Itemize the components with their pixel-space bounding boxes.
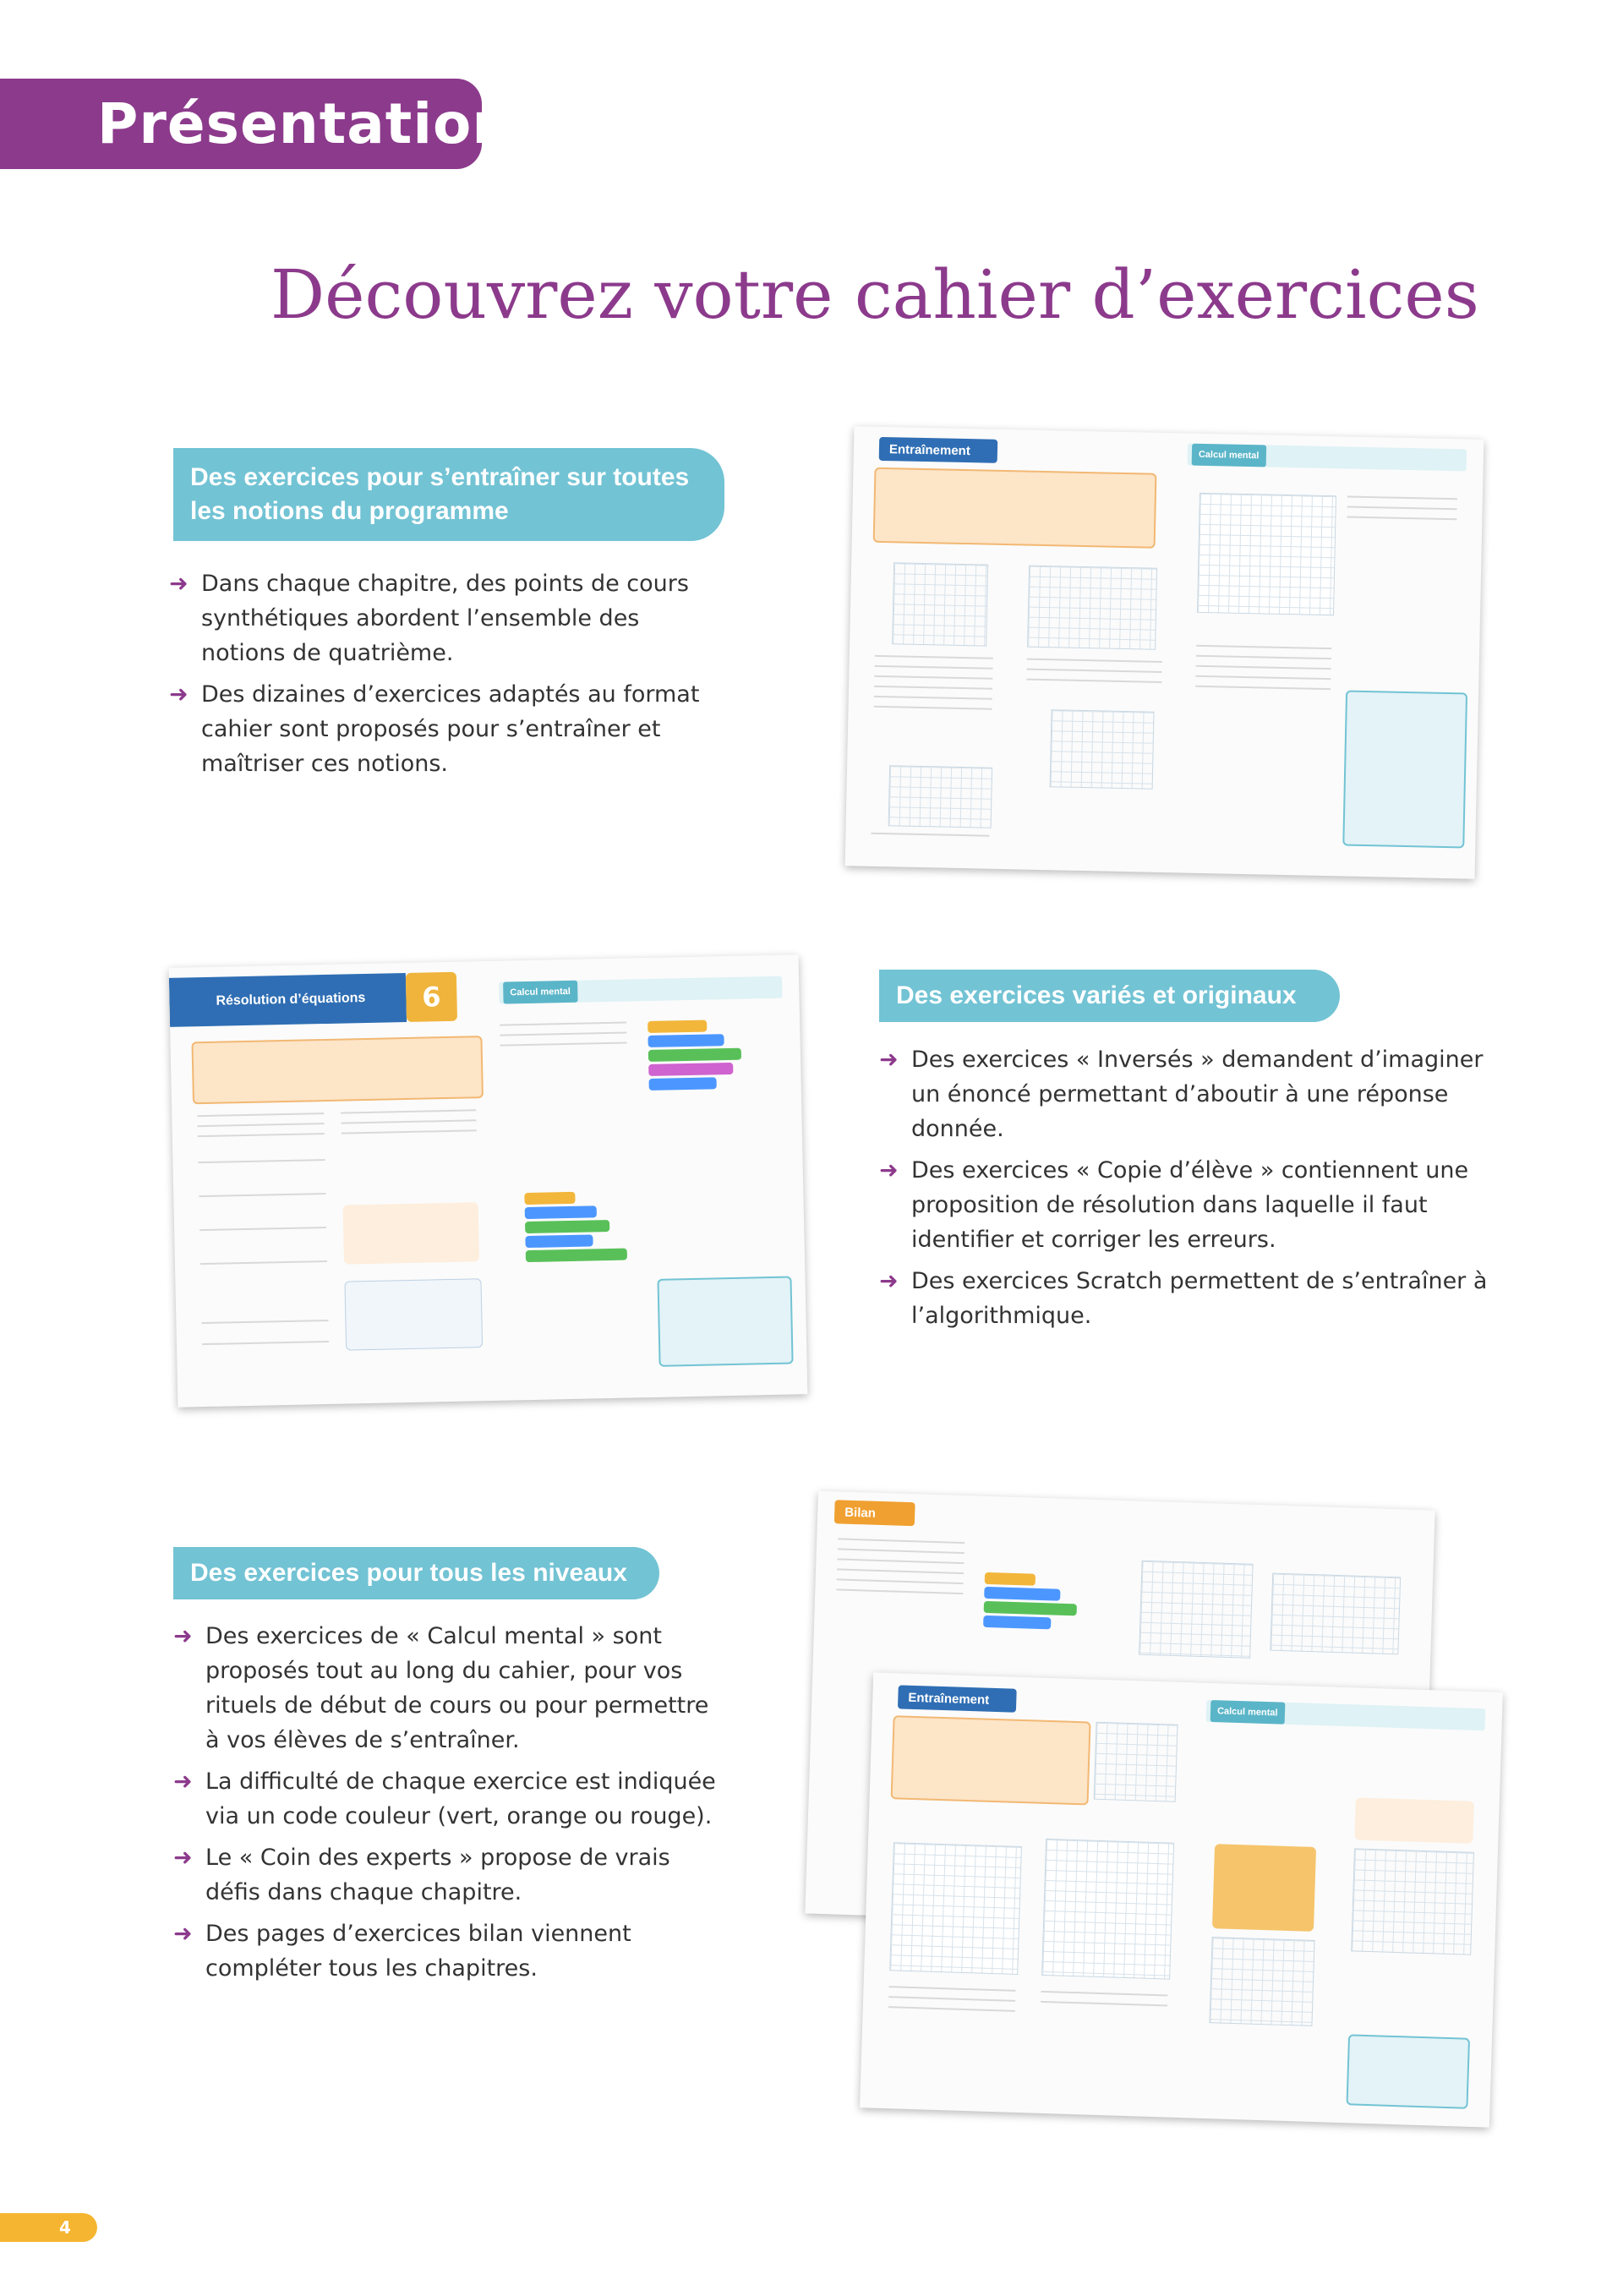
list-item: ➜ Des dizaines d’exercices adaptés au format cahier sont proposés pour s’entraîner et maîtriser ces notions. (169, 677, 710, 781)
scratch-block (524, 1192, 575, 1205)
entrainement-header: Entraînement (879, 437, 998, 463)
arrow-icon: ➜ (173, 1623, 193, 1649)
text-line (199, 1227, 326, 1231)
exercise-grid (1209, 1937, 1314, 2026)
equation-table (343, 1202, 479, 1264)
text-line (1027, 659, 1162, 663)
heading-line: Des exercices pour tous les niveaux (190, 1559, 627, 1588)
calcul-mental-label: Calcul mental (1192, 444, 1266, 467)
scratch-block (525, 1205, 597, 1219)
heading-line: Des exercices pour s’entraîner sur toutes (190, 463, 690, 492)
lesson-box (891, 1715, 1091, 1805)
bullet-list-training (169, 566, 710, 788)
section-heading-training (173, 448, 724, 541)
list-item: ➜ Des exercices Scratch permettent de s’entraîner à l’algorithmique. (879, 1264, 1505, 1333)
list-item: ➜ La difficulté de chaque exercice est indiquée via un code couleur (vert, orange ou rouge). (173, 1764, 723, 1834)
text-line (201, 1320, 328, 1324)
text-line (874, 686, 992, 690)
text-line (198, 1123, 325, 1127)
arrow-icon: ➜ (173, 1768, 193, 1795)
text-line (1347, 506, 1457, 510)
heading-line: les notions du programme (190, 497, 509, 525)
text-line (837, 1558, 964, 1564)
arrow-icon: ➜ (173, 1845, 193, 1871)
exercise-grid (1050, 709, 1155, 790)
text-line (1195, 686, 1331, 690)
data-table (1354, 1797, 1474, 1843)
text-line (888, 2006, 1015, 2012)
bullet-list-varied (879, 1042, 1505, 1340)
chapter-header: Résolution d’équations (169, 973, 407, 1027)
scratch-block (525, 1234, 593, 1248)
text-line (1027, 669, 1162, 673)
text-line (1041, 2001, 1167, 2007)
scratch-block (525, 1220, 609, 1233)
exercise-grid (892, 562, 988, 646)
text-line (838, 1548, 965, 1554)
exercise-grid (1139, 1561, 1253, 1659)
page-title: Découvrez votre cahier d’exercices (270, 255, 1479, 334)
scratch-block (526, 1249, 627, 1263)
text-line (837, 1578, 964, 1584)
section-heading-varied (879, 970, 1340, 1022)
exercise-grid (889, 1842, 1022, 1975)
text-line (200, 1260, 327, 1265)
text-line (875, 655, 993, 659)
scratch-block (648, 1048, 741, 1062)
arrow-icon: ➜ (879, 1157, 899, 1184)
experts-box (657, 1276, 793, 1367)
section-tab: Présentation (0, 79, 482, 169)
text-line (889, 1986, 1016, 1992)
section-heading-levels (173, 1547, 659, 1599)
scratch-block (984, 1587, 1060, 1601)
heading-line: Des exercices variés et originaux (896, 981, 1297, 1010)
text-line (1026, 679, 1161, 683)
bullet-list-levels (173, 1619, 723, 1993)
arrow-icon: ➜ (879, 1268, 899, 1294)
scratch-block (648, 1063, 733, 1076)
scratch-block (985, 1572, 1036, 1586)
text-line (202, 1341, 329, 1345)
lesson-box (873, 467, 1157, 549)
text-line (1041, 1991, 1167, 1997)
experts-box (1346, 2034, 1470, 2108)
arrow-icon: ➜ (169, 571, 189, 597)
text-line (342, 1129, 477, 1134)
data-table (1212, 1844, 1316, 1932)
scratch-block (984, 1601, 1077, 1615)
list-item: ➜ Des exercices « Copie d’élève » contiennent une proposition de résolution dans laquelle il faut identifier et corriger les erreurs. (879, 1153, 1505, 1257)
exercise-grid (888, 765, 992, 828)
text-line (500, 1042, 627, 1047)
text-line (342, 1119, 477, 1123)
copie-eleve-box (344, 1278, 483, 1350)
thumbnail-equations-page (169, 954, 808, 1407)
list-item: ➜ Des exercices de « Calcul mental » sont proposés tout au long du cahier, pour vos rituels de début de cours ou pour permettre à vos élèves de s’entraîner. (173, 1619, 723, 1758)
list-item: ➜ Le « Coin des experts » propose de vrais défis dans chaque chapitre. (173, 1840, 723, 1910)
text-line (197, 1112, 324, 1117)
text-line (341, 1109, 476, 1113)
proportionality-graph (1094, 1722, 1178, 1802)
text-line (500, 1022, 626, 1026)
exercise-grid (1041, 1839, 1174, 1980)
arrow-icon: ➜ (169, 681, 189, 708)
text-line (888, 1996, 1015, 2002)
text-line (198, 1159, 325, 1163)
text-line (1347, 516, 1456, 520)
list-item: ➜ Des exercices « Inversés » demandent d’imaginer un énoncé permettant d’aboutir à une réponse donnée. (879, 1042, 1505, 1146)
calcul-mental-label: Calcul mental (503, 981, 577, 1004)
text-line (199, 1193, 325, 1197)
text-line (874, 706, 992, 710)
experts-box (1342, 691, 1467, 849)
thumbnail-entrainement-page-2 (860, 1672, 1503, 2127)
chapter-number-badge: 6 (406, 972, 457, 1022)
scratch-block (648, 1020, 707, 1033)
text-line (836, 1588, 963, 1594)
text-line (1196, 645, 1331, 649)
arrow-icon: ➜ (173, 1921, 193, 1947)
list-item: ➜ Dans chaque chapitre, des points de cours synthétiques abordent l’ensemble des notions de quatrième. (169, 566, 710, 670)
lesson-box (191, 1036, 483, 1104)
text-line (871, 833, 989, 837)
text-line (874, 696, 992, 700)
scratch-block (983, 1615, 1051, 1630)
text-line (1196, 655, 1331, 659)
exercise-grid (1270, 1573, 1401, 1655)
text-line (874, 675, 992, 680)
exercise-grid (1351, 1848, 1474, 1954)
text-line (837, 1568, 964, 1574)
scratch-block (649, 1077, 717, 1091)
exercise-grid (1197, 493, 1336, 615)
calcul-mental-label: Calcul mental (1210, 1700, 1285, 1725)
text-line (1196, 665, 1331, 670)
text-line (500, 1032, 626, 1036)
text-line (1195, 675, 1331, 680)
exercise-grid (1027, 566, 1157, 650)
text-line (1347, 495, 1457, 500)
text-line (875, 665, 993, 670)
arrow-icon: ➜ (879, 1047, 899, 1073)
text-line (838, 1538, 965, 1544)
thumbnail-entrainement-page (845, 426, 1484, 878)
page-number: 4 (0, 2213, 97, 2242)
entrainement-header: Entraînement (898, 1685, 1017, 1712)
list-item: ➜ Des pages d’exercices bilan viennent compléter tous les chapitres. (173, 1916, 723, 1986)
bilan-header: Bilan (834, 1500, 915, 1526)
text-line (198, 1133, 325, 1137)
scratch-block (648, 1034, 724, 1047)
